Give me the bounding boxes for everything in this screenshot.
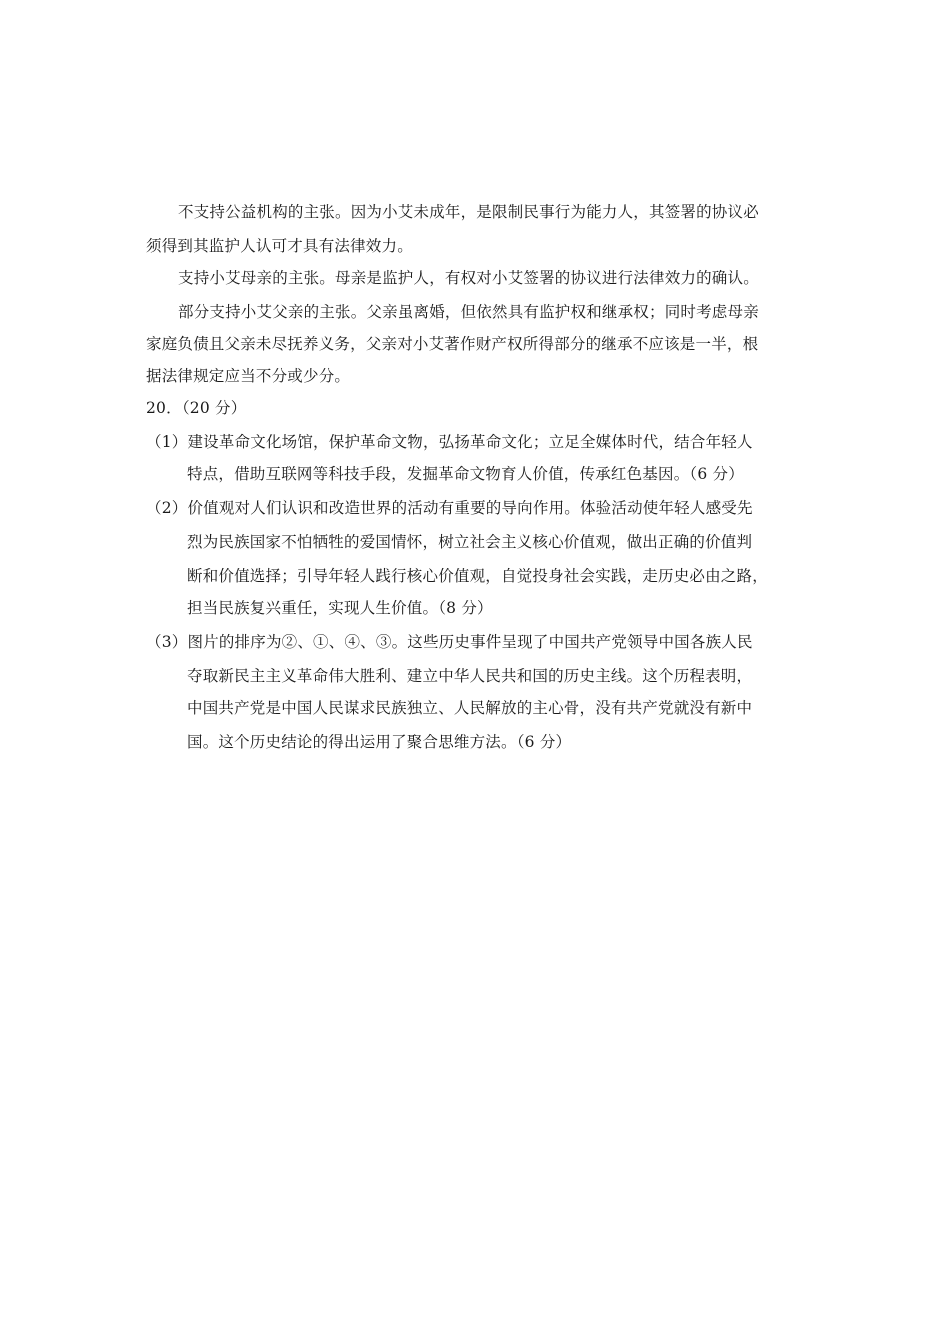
q20-part2-line-2: 烈为民族国家不怕牺牲的爱国情怀，树立社会主义核心价值观，做出正确的价值判 <box>187 533 753 551</box>
q20-part2-line-1: （2）价值观对人们认识和改造世界的活动有重要的导向作用。体验活动使年轻人感受先 <box>146 499 753 517</box>
q19-p1-line-2: 须得到其监护人认可才具有法律效力。 <box>146 237 413 255</box>
q20-part2-line-4: 担当民族复兴重任，实现人生价值。（8 分） <box>187 599 493 617</box>
q20-part3-line-4: 国。这个历史结论的得出运用了聚合思维方法。（6 分） <box>187 733 572 751</box>
q20-heading: 20．（20 分） <box>146 399 247 417</box>
q19-p1-line-1: 不支持公益机构的主张。因为小艾未成年，是限制民事行为能力人，其签署的协议必 <box>178 203 759 221</box>
q19-p3-line-2: 家庭负债且父亲未尽抚养义务，父亲对小艾著作财产权所得部分的继承不应该是一半，根 <box>146 335 759 353</box>
q20-part3-line-2: 夺取新民主主义革命伟大胜利、建立中华人民共和国的历史主线。这个历程表明， <box>187 667 753 685</box>
q19-p3-line-1: 部分支持小艾父亲的主张。父亲虽离婚，但依然具有监护权和继承权；同时考虑母亲 <box>178 303 759 321</box>
q20-part1-line-2: 特点，借助互联网等科技手段，发掘革命文物育人价值，传承红色基因。（6 分） <box>187 465 744 483</box>
q19-p2-line-1: 支持小艾母亲的主张。母亲是监护人，有权对小艾签署的协议进行法律效力的确认。 <box>178 269 759 287</box>
q19-p3-line-3: 据法律规定应当不分或少分。 <box>146 367 351 385</box>
q20-part3-line-1: （3）图片的排序为②、①、④、③。这些历史事件呈现了中国共产党领导中国各族人民 <box>146 633 753 651</box>
q20-part1-line-1: （1）建设革命文化场馆，保护革命文物，弘扬革命文化；立足全媒体时代，结合年轻人 <box>146 433 753 451</box>
q20-part3-line-3: 中国共产党是中国人民谋求民族独立、人民解放的主心骨，没有共产党就没有新中 <box>187 699 753 717</box>
q20-part2-line-3: 断和价值选择；引导年轻人践行核心价值观，自觉投身社会实践，走历史必由之路， <box>187 567 768 585</box>
